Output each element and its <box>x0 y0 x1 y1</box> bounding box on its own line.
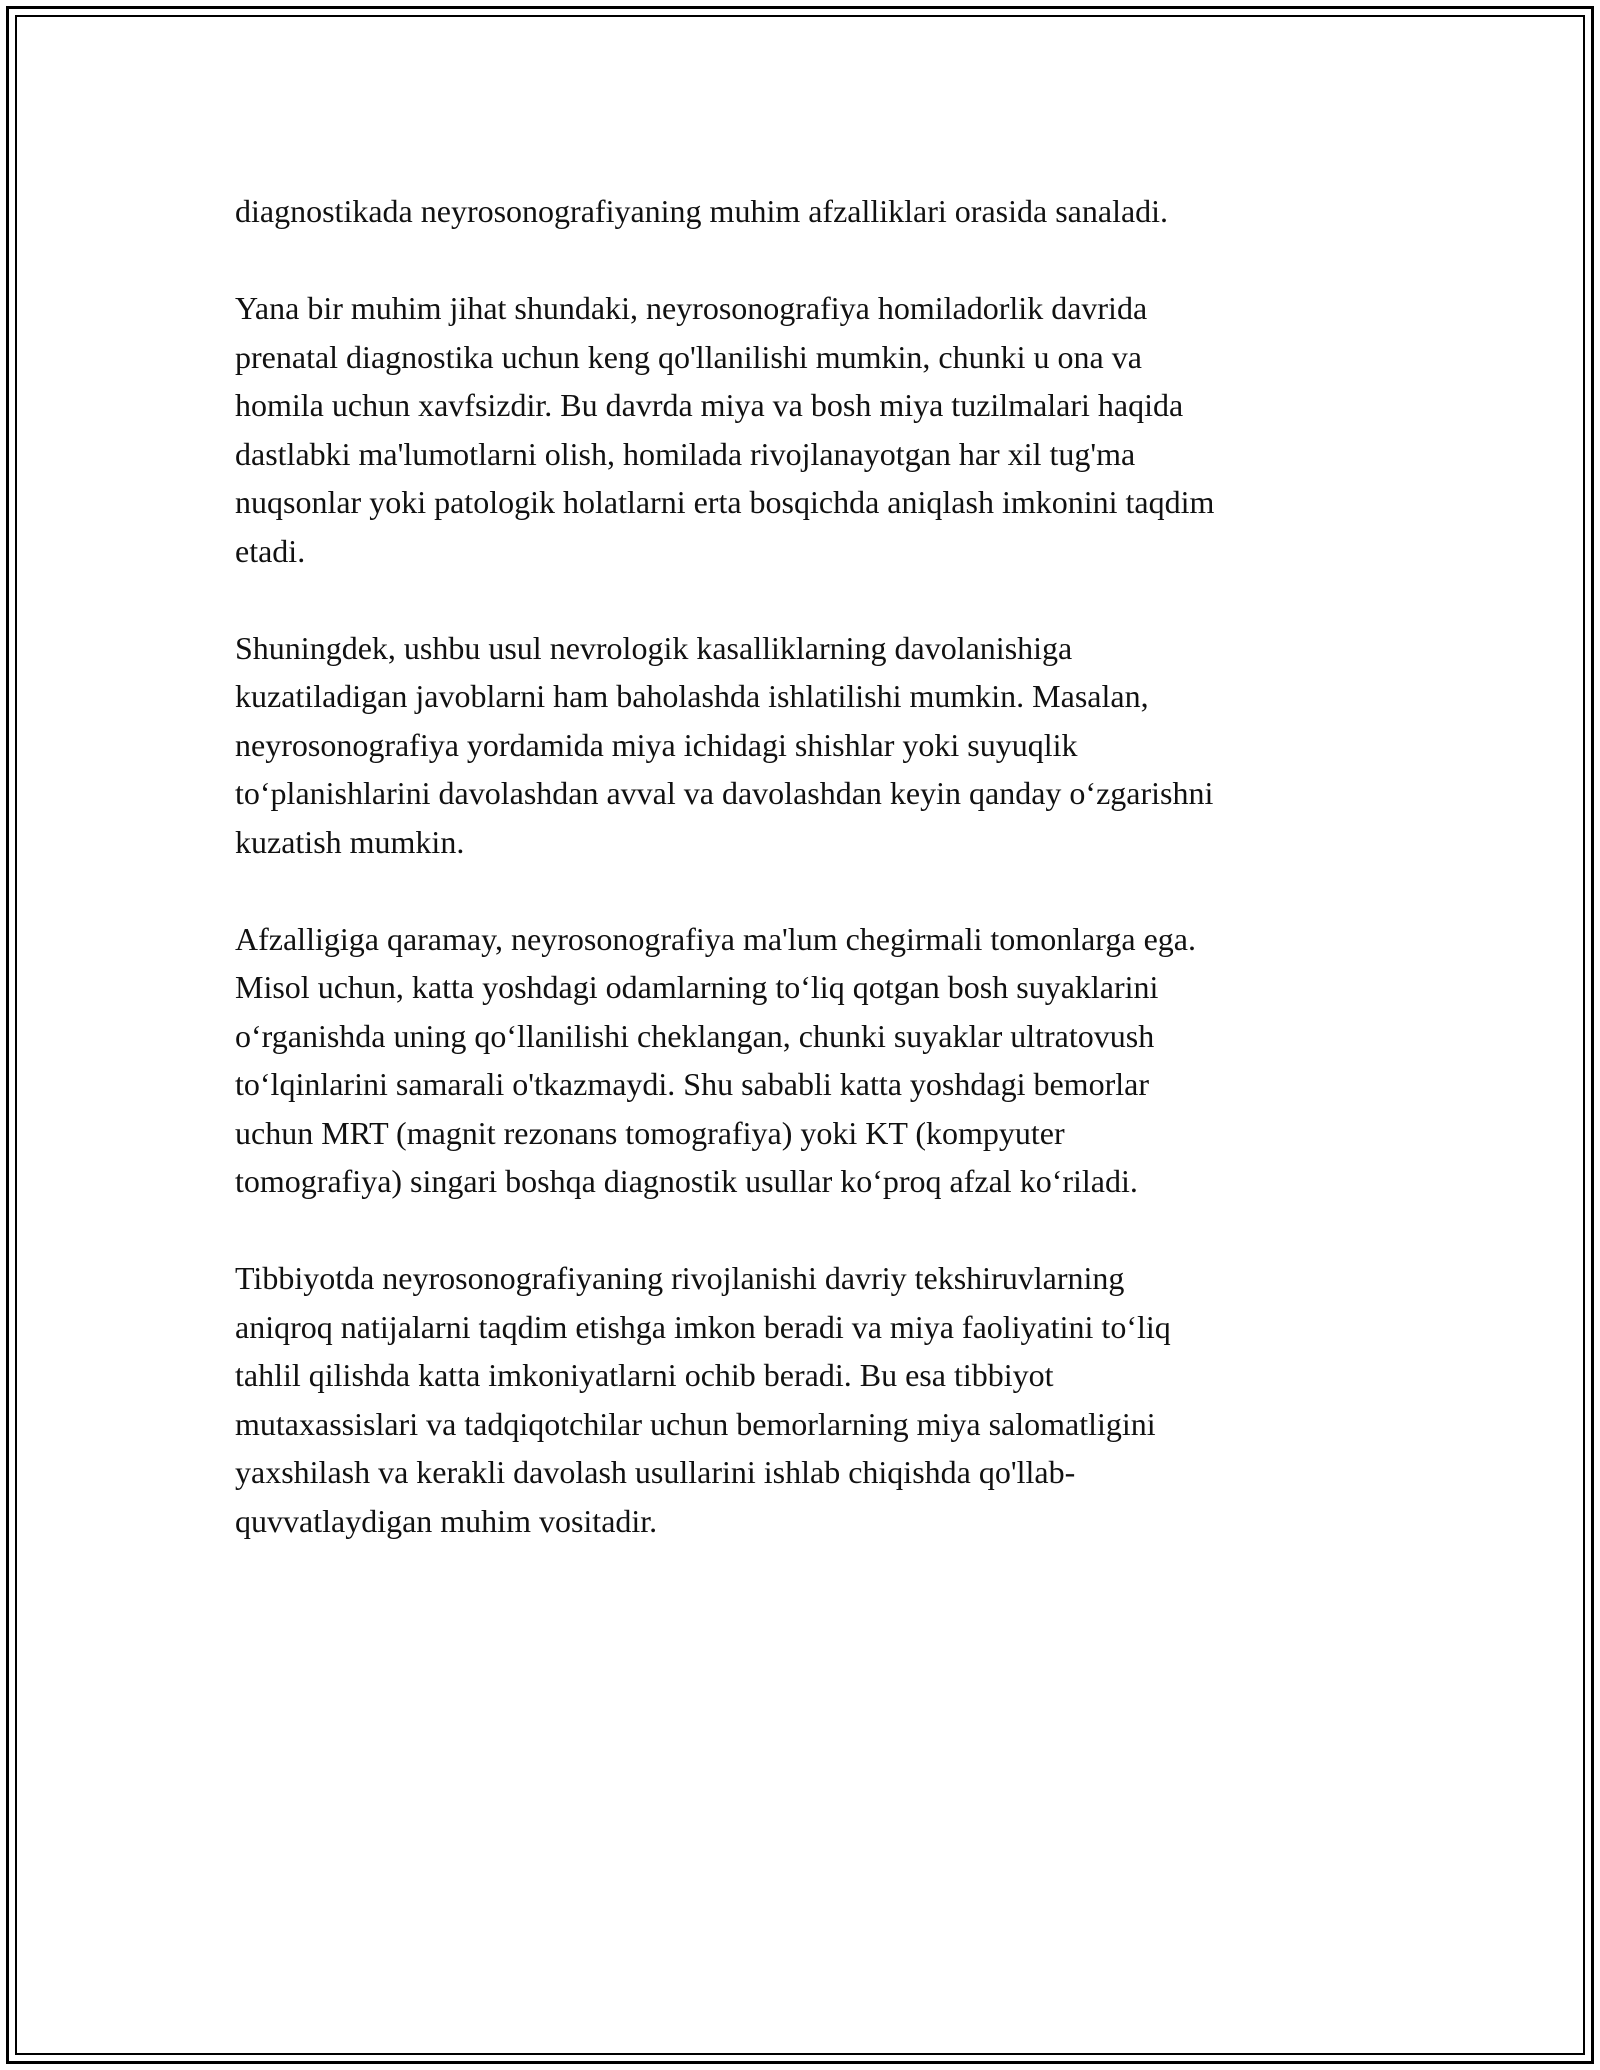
text-line: to‘lqinlarini samarali o'tkazmaydi. Shu sababli katta yoshdagi bemorlar <box>235 1066 1149 1102</box>
text-line: nuqsonlar yoki patologik holatlarni erta bosqichda aniqlash imkonini taqdim <box>235 484 1215 520</box>
text-line: mutaxassislari va tadqiqotchilar uchun bemorlarning miya salomatligini <box>235 1405 1156 1442</box>
text-line: dastlabki ma'lumotlarni olish, homilada rivojlanayotgan har xil tug'ma <box>235 435 1136 472</box>
text-line: Afzalligiga qaramay, neyrosonografiya ma'lum chegirmali tomonlarga ega. <box>235 920 1196 957</box>
text-line: kuzatiladigan javoblarni ham baholashda ishlatilishi mumkin. Masalan, <box>235 678 1149 714</box>
paragraph <box>235 915 1365 1206</box>
text-line: Yana bir muhim jihat shundaki, neyrosonografiya homiladorlik davrida <box>235 290 1148 326</box>
text-line: Shuningdek, ushbu usul nevrologik kasalliklarning davolanishiga <box>235 629 1073 666</box>
text-line: prenatal diagnostika uchun keng qo'llanilishi mumkin, chunki u ona va <box>235 338 1142 375</box>
text-line: uchun MRT (magnit rezonans tomografiya) yoki KT (kompyuter <box>235 1114 1065 1151</box>
text-line: tahlil qilishda katta imkoniyatlarni ochib beradi. Bu esa tibbiyot <box>235 1357 1054 1393</box>
text-line: aniqroq natijalarni taqdim etishga imkon beradi va miya faoliyatini to‘liq <box>235 1308 1171 1345</box>
text-line: Misol uchun, katta yoshdagi odamlarning to‘liq qotgan bosh suyaklarini <box>235 969 1159 1005</box>
text-line: Tibbiyotda neyrosonografiyaning rivojlanishi davriy tekshiruvlarning <box>235 1260 1125 1296</box>
paragraph <box>235 624 1365 867</box>
text-line: tomografiya) singari boshqa diagnostik usullar ko‘proq afzal ko‘riladi. <box>235 1163 1138 1199</box>
text-line: quvvatlaydigan muhim vositadir. <box>235 1502 658 1539</box>
text-line: etadi. <box>235 532 306 569</box>
text-line: o‘rganishda uning qo‘llanilishi cheklangan, chunki suyaklar ultratovush <box>235 1017 1155 1054</box>
paragraph <box>235 187 1365 236</box>
document-body <box>235 187 1365 1545</box>
text-line: yaxshilash va kerakli davolash usullarini ishlab chiqishda qo'llab- <box>235 1454 1076 1490</box>
text-line: to‘planishlarini davolashdan avval va davolashdan keyin qanday o‘zgarishni <box>235 775 1214 811</box>
text-line: diagnostikada neyrosonografiyaning muhim afzalliklari orasida sanaladi. <box>235 193 1169 229</box>
text-line: neyrosonografiya yordamida miya ichidagi shishlar yoki suyuqlik <box>235 726 1078 763</box>
paragraph <box>235 1254 1365 1545</box>
paragraph <box>235 284 1365 575</box>
text-line: homila uchun xavfsizdir. Bu davrda miya va bosh miya tuzilmalari haqida <box>235 387 1184 423</box>
text-line: kuzatish mumkin. <box>235 823 465 860</box>
